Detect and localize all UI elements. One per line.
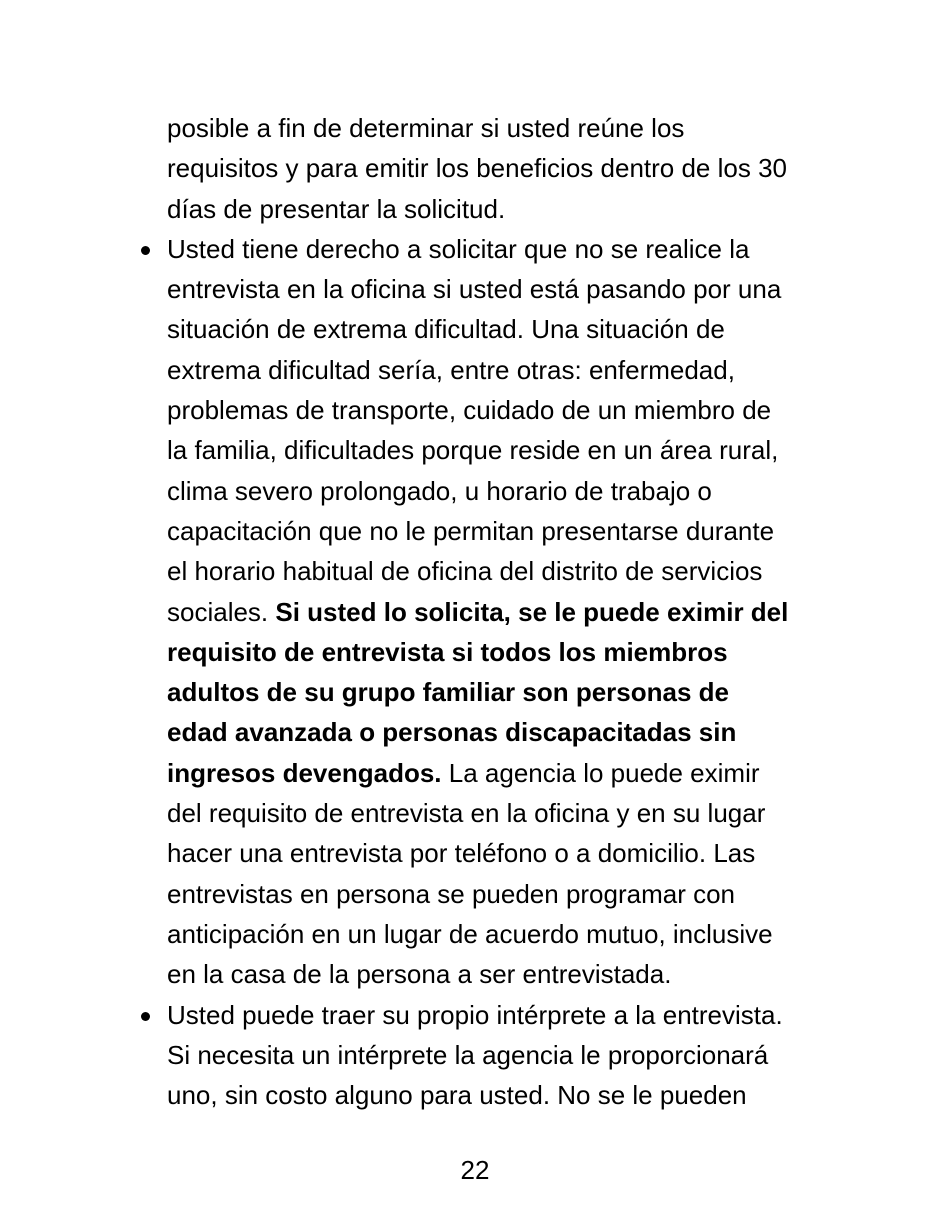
text-line: del requisito de entrevista en la oficina y en su lugar: [167, 798, 766, 829]
bullet-item-interview-waiver: [167, 229, 867, 995]
text-line: problemas de transporte, cuidado de un miembro de: [167, 395, 772, 426]
text-line: anticipación en un lugar de acuerdo mutuo, inclusive: [167, 918, 773, 949]
text-line: capacitación que no le permitan presentarse durante: [167, 515, 775, 546]
text-line: uno, sin costo alguno para usted. No se le pueden: [167, 1080, 747, 1111]
bold-text: Si usted lo solicita, se le puede eximir del: [275, 596, 789, 627]
bold-text: ingresos devengados.: [167, 757, 442, 788]
text-line: entrevistas en persona se pueden programar con: [167, 878, 736, 909]
text-line: el horario habitual de oficina del distrito de servicios: [167, 556, 763, 587]
text-line: situación de extrema dificultad. Una situación de: [167, 314, 725, 345]
text-line: la familia, dificultades porque reside en un área rural,: [167, 435, 779, 466]
bullet-paragraph: [167, 229, 867, 995]
text-line: hacer una entrevista por teléfono o a domicilio. Las: [167, 838, 756, 869]
text-line: entrevista en la oficina si usted está pasando por una: [167, 274, 782, 305]
text-line: clima severo prolongado, u horario de trabajo o: [167, 475, 712, 506]
text-line: días de presentar la solicitud.: [167, 193, 506, 224]
text-line-mixed: [167, 592, 867, 632]
text-line: Usted puede traer su propio intérprete a la entrevista.: [167, 999, 783, 1030]
bold-text-line: requisito de entrevista si todos los miembros: [167, 636, 728, 667]
text-line: Si necesita un intérprete la agencia le proporcionará: [167, 1039, 769, 1070]
text-line-mixed: [167, 753, 867, 793]
text-line: posible a fin de determinar si usted reúne los: [167, 113, 685, 143]
text-line: en la casa de la persona a ser entrevistada.: [167, 959, 672, 990]
continuation-paragraph: [167, 108, 867, 229]
page-number: 22: [460, 1155, 490, 1185]
bullet-icon: [141, 1012, 150, 1021]
text-line: Usted tiene derecho a solicitar que no se realice la: [167, 233, 750, 264]
bullet-item-interpreter: [167, 995, 867, 1116]
page-body: [167, 108, 867, 1115]
plain-text: La agencia lo puede eximir: [441, 757, 760, 788]
bold-text-line: adultos de su grupo familiar son personas de: [167, 677, 729, 708]
text-line: requisitos y para emitir los beneficios dentro de los 30: [167, 153, 787, 184]
bullet-icon: [141, 246, 150, 255]
plain-text: sociales.: [167, 596, 276, 627]
bullet-paragraph: [167, 995, 867, 1116]
bold-text-line: edad avanzada o personas discapacitadas sin: [167, 717, 737, 748]
text-line: extrema dificultad sería, entre otras: enfermedad,: [167, 354, 735, 385]
